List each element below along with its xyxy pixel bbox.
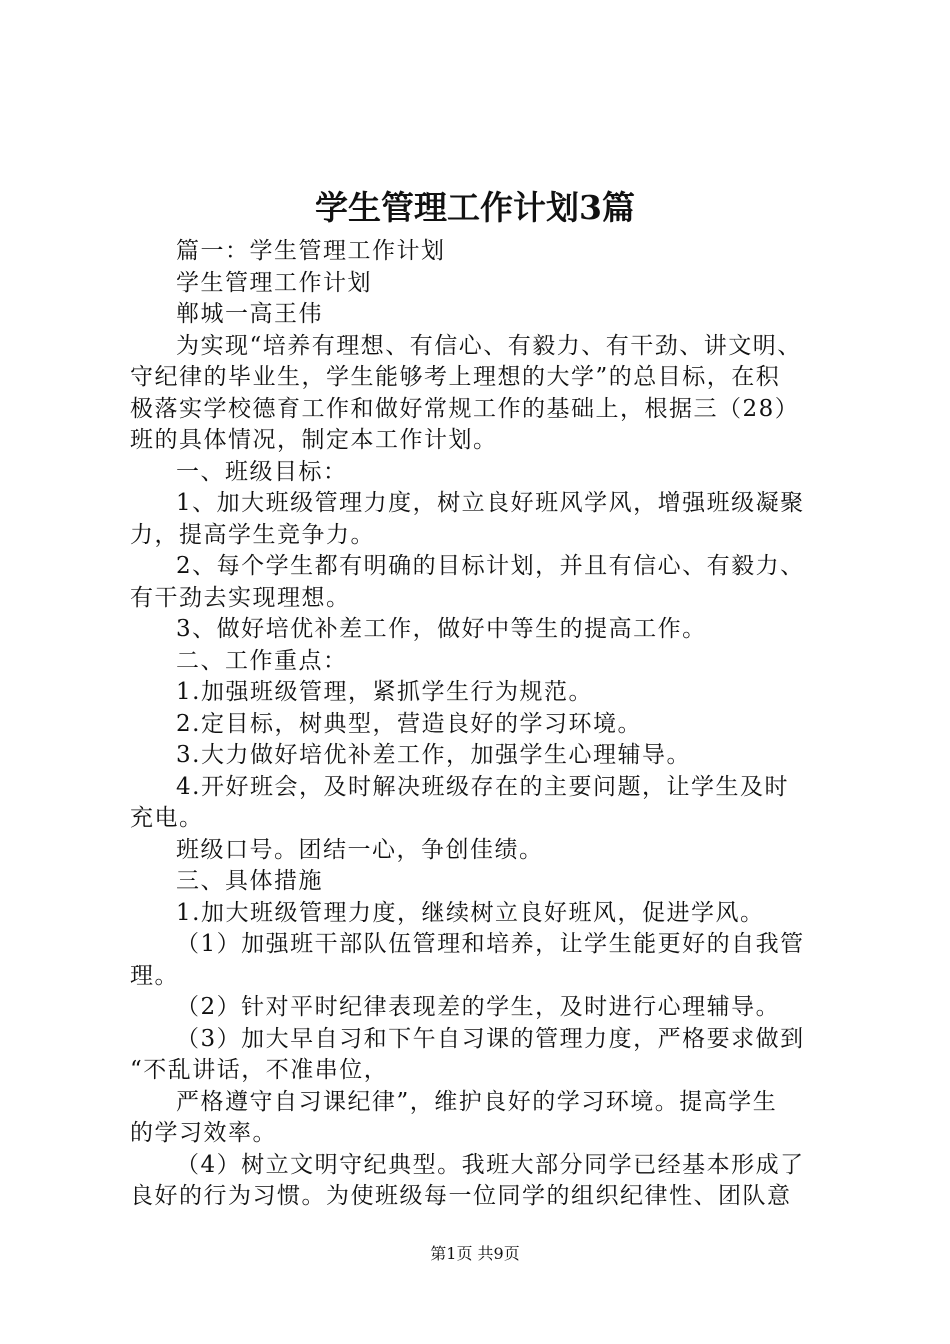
paragraph-line: 班的具体情况，制定本工作计划。 [130, 427, 498, 453]
section-heading: 三、具体措施 [176, 868, 323, 894]
section-heading: 一、班级目标： [176, 458, 348, 485]
paragraph-line: 为实现“培养有理想、有信心、有毅力、有干劲、讲文明、 [176, 332, 802, 359]
document-body [130, 236, 832, 1213]
section-heading: 二、工作重点： [176, 647, 348, 674]
paragraph-line: 充电。 [130, 805, 204, 831]
paragraph-line: 3、做好培优补差工作，做好中等生的提高工作。 [176, 616, 707, 642]
paragraph-line: （1）加强班干部队伍管理和培养，让学生能更好的自我管 [176, 931, 805, 957]
document-title: 学生管理工作计划3篇 [315, 188, 635, 227]
paragraph-line: 理。 [130, 962, 179, 989]
paragraph-line: 1.加大班级管理力度，继续树立良好班风，促进学风。 [176, 899, 765, 926]
paragraph-line: 篇一：学生管理工作计划 [176, 238, 446, 264]
paragraph-line: （4）树立文明守纪典型。我班大部分同学已经基本形成了 [176, 1151, 805, 1178]
paragraph-line: （2）针对平时纪律表现差的学生，及时进行心理辅导。 [176, 994, 781, 1020]
paragraph-line: 的学习效率。 [130, 1120, 277, 1146]
paragraph-line: “不乱讲话，不准串位， [130, 1057, 389, 1083]
paragraph-line: 郸城一高王伟 [176, 301, 323, 327]
paragraph-line: 1.加强班级管理，紧抓学生行为规范。 [176, 679, 593, 705]
paragraph-line: 1、加大班级管理力度，树立良好班风学风，增强班级凝聚 [176, 490, 805, 516]
paragraph-line: 2.定目标，树典型，营造良好的学习环境。 [176, 710, 642, 737]
paragraph-line: 4.开好班会，及时解决班级存在的主要问题，让学生及时 [176, 773, 789, 800]
page-number: 第1页 共9页 [430, 1244, 520, 1263]
paragraph-line: （3）加大早自习和下午自习课的管理力度，严格要求做到 [176, 1025, 805, 1052]
paragraph-line: 班级口号。团结一心，争创佳绩。 [176, 836, 544, 863]
paragraph-line: 学生管理工作计划 [176, 269, 372, 296]
paragraph-line: 2、每个学生都有明确的目标计划，并且有信心、有毅力、 [176, 553, 805, 579]
paragraph-line: 有干劲去实现理想。 [130, 584, 351, 611]
paragraph-line: 极落实学校德育工作和做好常规工作的基础上，根据三（28） [130, 395, 800, 422]
paragraph-line: 良好的行为习惯。为使班级每一位同学的组织纪律性、团队意 [130, 1183, 792, 1209]
paragraph-line: 严格遵守自习课纪律”，维护良好的学习环境。提高学生 [176, 1088, 778, 1115]
paragraph-line: 3.大力做好培优补差工作，加强学生心理辅导。 [176, 742, 691, 768]
paragraph-line: 力，提高学生竞争力。 [130, 521, 375, 548]
paragraph-line: 守纪律的毕业生，学生能够考上理想的大学”的总目标，在积 [130, 364, 781, 390]
